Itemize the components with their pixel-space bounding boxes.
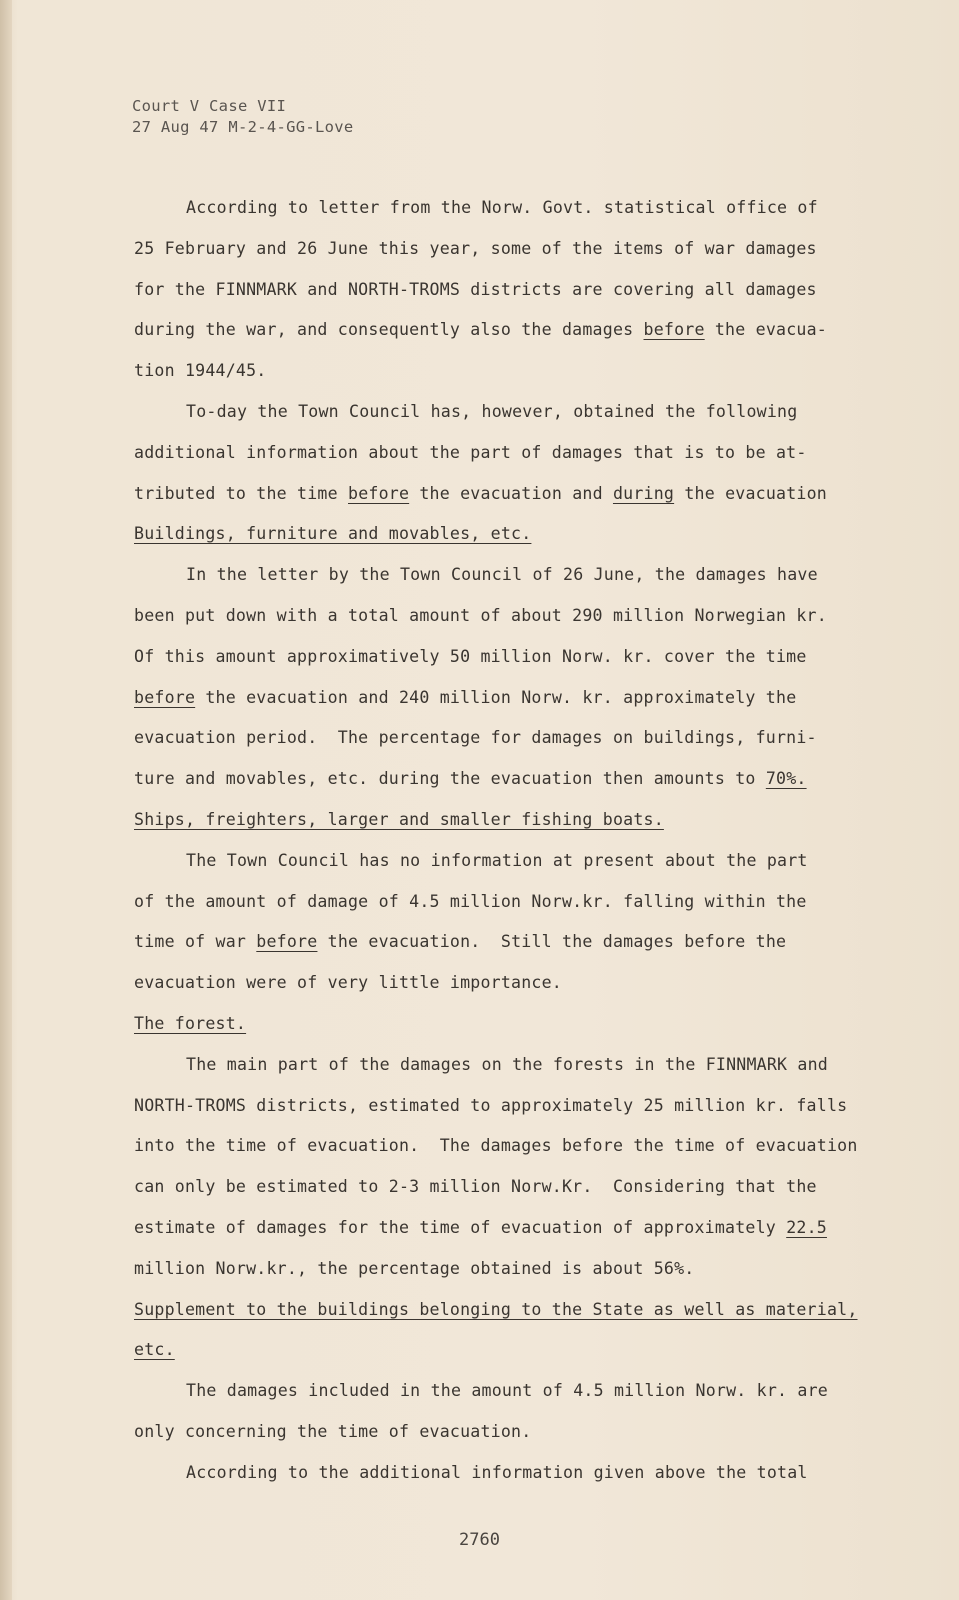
- text-line: According to the additional information given above the total: [186, 1462, 808, 1482]
- text-line: for the FINNMARK and NORTH-TROMS districts are covering all damages: [134, 279, 817, 299]
- text-line: can only be estimated to 2-3 million Norw.Kr. Considering that the: [134, 1177, 817, 1197]
- text-line: additional information about the part of damages that is to be at-: [134, 442, 807, 462]
- document-body: [134, 188, 858, 1494]
- text-line: only concerning the time of evacuation.: [134, 1421, 532, 1441]
- text-line: of the amount of damage of 4.5 million Norw.kr. falling within the: [134, 891, 807, 911]
- text-line: evacuation were of very little importance.: [134, 973, 562, 993]
- section-heading-supplement: Supplement to the buildings belonging to the State as well as material,: [134, 1299, 858, 1319]
- text-line: time of war before the evacuation. Still the damages before the: [134, 932, 787, 952]
- text-line: million Norw.kr., the percentage obtained is about 56%.: [134, 1258, 695, 1278]
- text-line: 25 February and 26 June this year, some of the items of war damages: [134, 238, 817, 258]
- text-line: NORTH-TROMS districts, estimated to approximately 25 million kr. falls: [134, 1095, 848, 1115]
- text-line: To-day the Town Council has, however, obtained the following: [186, 401, 798, 421]
- text-line: The damages included in the amount of 4.5 million Norw. kr. are: [186, 1381, 828, 1401]
- text-line: estimate of damages for the time of evacuation of approximately 22.5: [134, 1217, 827, 1237]
- text-line: before the evacuation and 240 million Norw. kr. approximately the: [134, 687, 797, 707]
- text-line: during the war, and consequently also the damages before the evacua-: [134, 320, 827, 340]
- section-heading-supplement-cont: etc.: [134, 1340, 175, 1360]
- text-line: into the time of evacuation. The damages before the time of evacuation: [134, 1136, 858, 1156]
- text-line: evacuation period. The percentage for damages on buildings, furni-: [134, 728, 817, 748]
- section-heading-ships: Ships, freighters, larger and smaller fishing boats.: [134, 809, 664, 829]
- header-court-case: Court V Case VII: [132, 97, 287, 115]
- text-line: The Town Council has no information at present about the part: [186, 850, 808, 870]
- paper-edge: [0, 0, 12, 1600]
- text-line: tion 1944/45.: [134, 361, 267, 381]
- text-line: The main part of the damages on the forests in the FINNMARK and: [186, 1054, 828, 1074]
- text-line: According to letter from the Norw. Govt. statistical office of: [186, 198, 818, 217]
- page-number: 2760: [459, 1530, 500, 1550]
- text-line: In the letter by the Town Council of 26 June, the damages have: [186, 565, 818, 585]
- text-line: Of this amount approximatively 50 million Norw. kr. cover the time: [134, 646, 807, 666]
- section-heading-buildings: Buildings, furniture and movables, etc.: [134, 524, 532, 544]
- case-header: [132, 96, 354, 138]
- section-heading-forest: The forest.: [134, 1013, 247, 1033]
- text-line: been put down with a total amount of about 290 million Norwegian kr.: [134, 605, 827, 625]
- text-line: ture and movables, etc. during the evacuation then amounts to 70%.: [134, 769, 807, 789]
- text-line: tributed to the time before the evacuation and during the evacuation: [134, 483, 827, 503]
- header-date-code: 27 Aug 47 M-2-4-GG-Love: [132, 118, 354, 136]
